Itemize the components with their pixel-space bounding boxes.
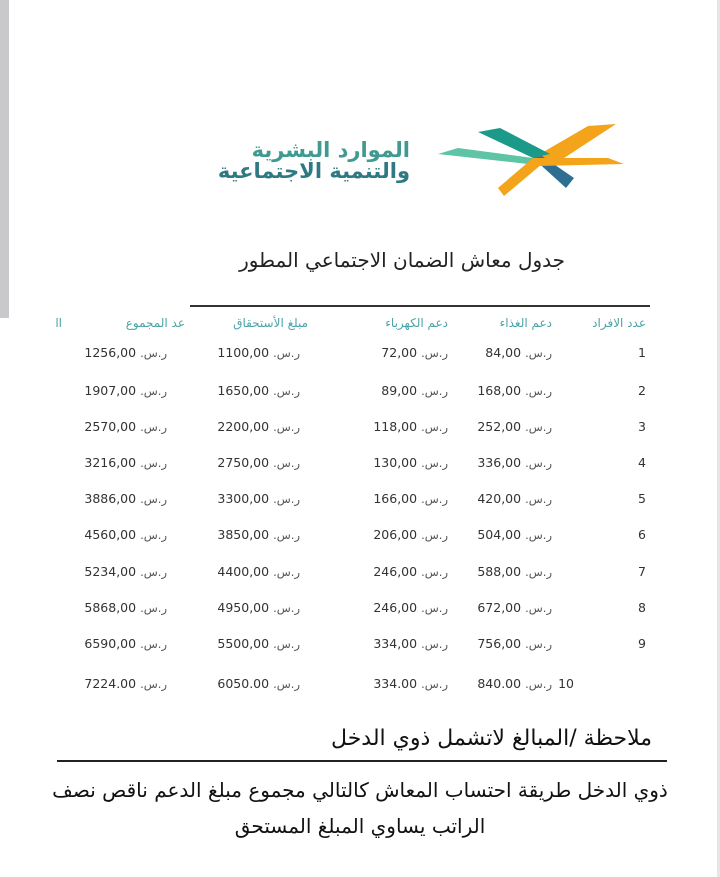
header-food-support: دعم الغذاء — [499, 316, 552, 330]
currency-label: ر.س. — [421, 637, 448, 651]
members-cell: 9 — [638, 636, 646, 651]
header-electricity-support: دعم الكهرباء — [385, 316, 448, 330]
members-cell: 3 — [638, 419, 646, 434]
total-value: 1256,00 — [84, 345, 137, 360]
food-value: 168,00 — [477, 383, 522, 398]
currency-label: ر.س. — [421, 346, 448, 360]
entitlement-cell — [217, 676, 300, 691]
total-cell — [84, 491, 167, 506]
currency-label: ر.س. — [273, 384, 300, 398]
food-cell — [477, 564, 552, 579]
members-cell: 10 — [558, 676, 574, 691]
note-divider — [57, 760, 667, 762]
food-value: 672,00 — [477, 600, 522, 615]
food-cell — [477, 600, 552, 615]
currency-label: ر.س. — [525, 601, 552, 615]
currency-label: ر.س. — [140, 384, 167, 398]
entitlement-cell — [217, 527, 300, 542]
currency-label: ر.س. — [140, 601, 167, 615]
entitlement-cell — [217, 419, 300, 434]
food-value: 420,00 — [477, 491, 522, 506]
total-value: 3216,00 — [84, 455, 137, 470]
currency-label: ر.س. — [525, 456, 552, 470]
electricity-cell — [373, 455, 448, 470]
left-edge-bar — [0, 0, 9, 318]
entitlement-cell — [217, 636, 300, 651]
food-cell — [477, 527, 552, 542]
logo-line-1: الموارد البشرية — [251, 138, 410, 162]
currency-label: ر.س. — [525, 528, 552, 542]
currency-label: ر.س. — [273, 456, 300, 470]
electricity-value: 334.00 — [373, 676, 418, 691]
electricity-cell — [381, 345, 448, 360]
electricity-cell — [381, 383, 448, 398]
entitlement-value: 1650,00 — [217, 383, 270, 398]
currency-label: ر.س. — [421, 420, 448, 434]
header-extra: اا — [55, 316, 62, 330]
currency-label: ر.س. — [273, 677, 300, 691]
members-cell: 4 — [638, 455, 646, 470]
food-cell — [477, 676, 552, 691]
members-cell: 6 — [638, 527, 646, 542]
entitlement-value: 2750,00 — [217, 455, 270, 470]
entitlement-cell — [217, 383, 300, 398]
members-cell: 5 — [638, 491, 646, 506]
currency-label: ر.س. — [525, 420, 552, 434]
total-cell — [84, 455, 167, 470]
electricity-value: 72,00 — [381, 345, 418, 360]
food-value: 756,00 — [477, 636, 522, 651]
currency-label: ر.س. — [140, 456, 167, 470]
currency-label: ر.س. — [140, 528, 167, 542]
electricity-cell — [373, 564, 448, 579]
entitlement-value: 3850,00 — [217, 527, 270, 542]
currency-label: ر.س. — [421, 456, 448, 470]
currency-label: ر.س. — [273, 601, 300, 615]
entitlement-value: 2200,00 — [217, 419, 270, 434]
logo-text — [218, 140, 410, 182]
page-title: جدول معاش الضمان الاجتماعي المطور — [239, 248, 565, 272]
electricity-cell — [373, 419, 448, 434]
currency-label: ر.س. — [273, 346, 300, 360]
food-cell — [477, 455, 552, 470]
total-cell — [84, 600, 167, 615]
currency-label: ر.س. — [140, 346, 167, 360]
food-cell — [477, 636, 552, 651]
total-value: 7224.00 — [84, 676, 137, 691]
currency-label: ر.س. — [525, 677, 552, 691]
food-value: 840.00 — [477, 676, 522, 691]
electricity-value: 206,00 — [373, 527, 418, 542]
members-cell: 7 — [638, 564, 646, 579]
total-cell — [84, 676, 167, 691]
total-cell — [84, 564, 167, 579]
electricity-value: 334,00 — [373, 636, 418, 651]
total-cell — [84, 345, 167, 360]
currency-label: ر.س. — [525, 384, 552, 398]
entitlement-cell — [217, 455, 300, 470]
total-value: 4560,00 — [84, 527, 137, 542]
total-value: 2570,00 — [84, 419, 137, 434]
entitlement-value: 5500,00 — [217, 636, 270, 651]
currency-label: ر.س. — [273, 420, 300, 434]
food-value: 84,00 — [485, 345, 522, 360]
electricity-value: 246,00 — [373, 600, 418, 615]
food-value: 504,00 — [477, 527, 522, 542]
currency-label: ر.س. — [273, 637, 300, 651]
food-value: 252,00 — [477, 419, 522, 434]
electricity-value: 166,00 — [373, 491, 418, 506]
ministry-emblem-icon — [438, 118, 628, 196]
currency-label: ر.س. — [525, 637, 552, 651]
electricity-cell — [373, 491, 448, 506]
currency-label: ر.س. — [525, 346, 552, 360]
entitlement-cell — [217, 564, 300, 579]
electricity-value: 89,00 — [381, 383, 418, 398]
currency-label: ر.س. — [525, 565, 552, 579]
currency-label: ر.س. — [140, 565, 167, 579]
entitlement-value: 3300,00 — [217, 491, 270, 506]
total-value: 5234,00 — [84, 564, 137, 579]
food-cell — [477, 419, 552, 434]
electricity-value: 130,00 — [373, 455, 418, 470]
entitlement-cell — [217, 491, 300, 506]
currency-label: ر.س. — [273, 565, 300, 579]
electricity-cell — [373, 636, 448, 651]
ministry-logo — [140, 118, 640, 198]
currency-label: ر.س. — [525, 492, 552, 506]
members-cell: 2 — [638, 383, 646, 398]
entitlement-value: 6050.00 — [217, 676, 270, 691]
entitlement-cell — [217, 600, 300, 615]
entitlement-value: 4950,00 — [217, 600, 270, 615]
currency-label: ر.س. — [140, 677, 167, 691]
note-heading: ملاحظة /المبالغ لاتشمل ذوي الدخل — [331, 726, 652, 751]
total-cell — [84, 636, 167, 651]
entitlement-value: 4400,00 — [217, 564, 270, 579]
total-cell — [84, 419, 167, 434]
total-cell — [84, 527, 167, 542]
currency-label: ر.س. — [421, 565, 448, 579]
currency-label: ر.س. — [273, 492, 300, 506]
table-top-rule — [190, 305, 650, 307]
total-value: 1907,00 — [84, 383, 137, 398]
calculation-note: ذوي الدخل طريقة احتساب المعاش كالتالي مجموع مبلغ الدعم ناقص نصف الراتب يساوي المبلغ المستحق — [52, 778, 668, 838]
currency-label: ر.س. — [273, 528, 300, 542]
header-total: عد المجموع — [125, 316, 185, 330]
currency-label: ر.س. — [421, 492, 448, 506]
food-value: 588,00 — [477, 564, 522, 579]
entitlement-cell — [217, 345, 300, 360]
food-value: 336,00 — [477, 455, 522, 470]
currency-label: ر.س. — [140, 492, 167, 506]
total-value: 5868,00 — [84, 600, 137, 615]
food-cell — [477, 383, 552, 398]
food-cell — [477, 491, 552, 506]
members-cell: 8 — [638, 600, 646, 615]
total-value: 3886,00 — [84, 491, 137, 506]
header-members: عدد الافراد — [592, 316, 646, 330]
currency-label: ر.س. — [421, 384, 448, 398]
entitlement-value: 1100,00 — [217, 345, 270, 360]
header-entitlement: مبلغ الأستحقاق — [233, 316, 308, 330]
electricity-value: 118,00 — [373, 419, 418, 434]
electricity-cell — [373, 676, 448, 691]
currency-label: ر.س. — [421, 528, 448, 542]
currency-label: ر.س. — [140, 637, 167, 651]
total-value: 6590,00 — [84, 636, 137, 651]
currency-label: ر.س. — [421, 601, 448, 615]
electricity-cell — [373, 527, 448, 542]
electricity-value: 246,00 — [373, 564, 418, 579]
currency-label: ر.س. — [421, 677, 448, 691]
currency-label: ر.س. — [140, 420, 167, 434]
electricity-cell — [373, 600, 448, 615]
members-cell: 1 — [638, 345, 646, 360]
logo-line-2: والتنمية الاجتماعية — [217, 159, 410, 183]
total-cell — [84, 383, 167, 398]
food-cell — [485, 345, 552, 360]
